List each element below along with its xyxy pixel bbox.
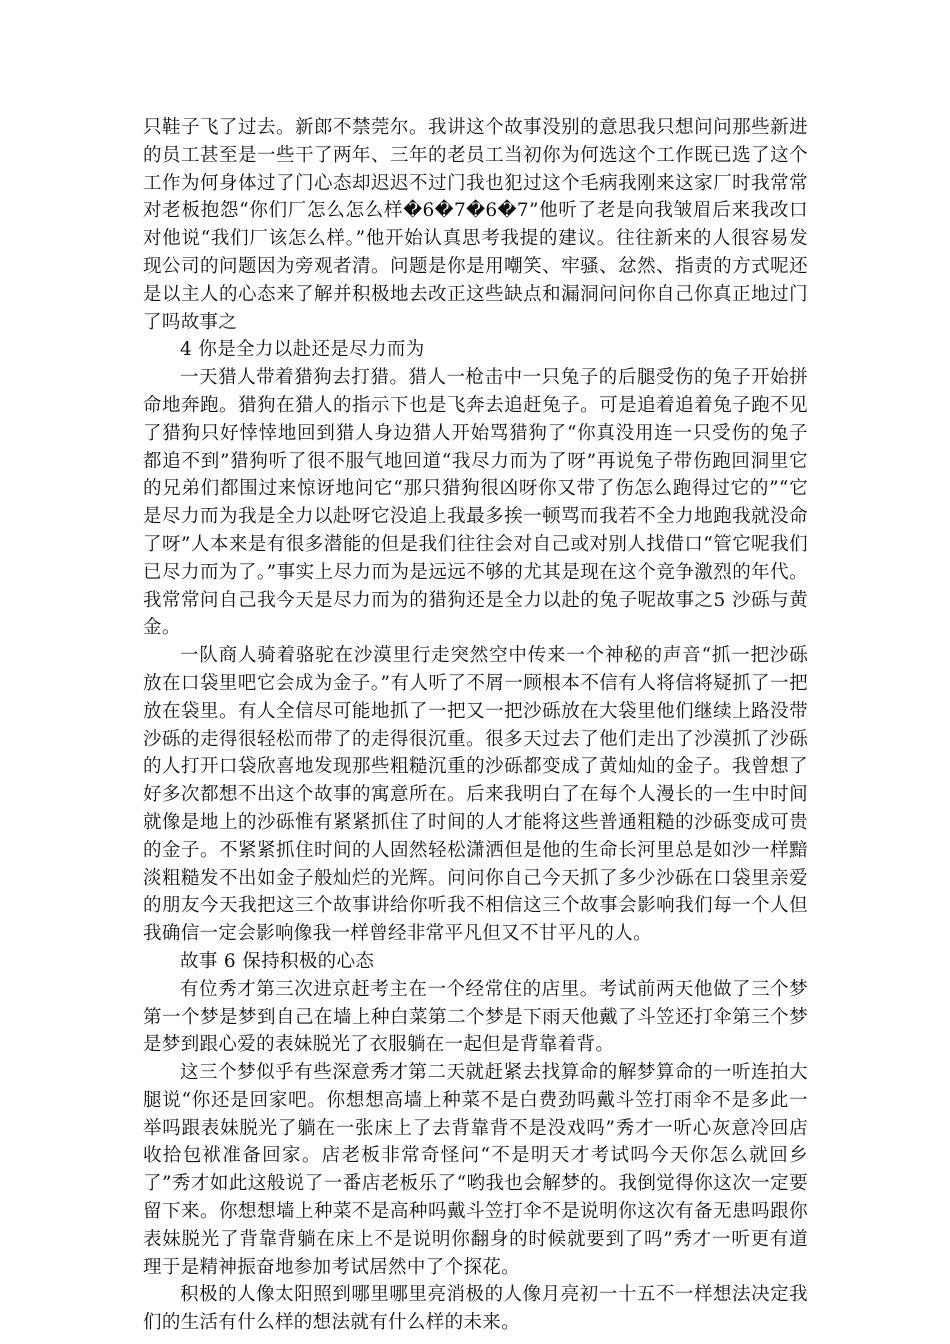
paragraph-continuation: 只鞋子飞了过去。新郎不禁莞尔。我讲这个故事没别的意思我只想问问那些新进的员工甚至是一些干了两年、三年的老员工当初你为何选这个工作既已选了这个工作为何身体过了门心态却迟迟不过门我也犯过这个毛病我刚来这家厂时我常常对老板抱怨“你们厂怎么怎么样�6�7�6�7”他听了老是向我皱眉后来我改口对他说“我们厂该怎么样。”他开始认真思考我提的建议。往往新来的人很容易发现公司的问题因为旁观者清。问题是你是用嘲笑、牢骚、忿然、指责的方式呢还是以主人的心态来了解并积极地去改正这些缺点和漏洞问问你自己你真正地过门了吗故事之 <box>143 117 808 333</box>
paragraph-dream-interpretation: 这三个梦似乎有些深意秀才第二天就赶紧去找算命的解梦算命的一听连拍大腿说“你还是回家吧。你想想高墙上种菜不是白费劲吗戴斗笠打雨伞不是多此一举吗跟表妹脱光了躺在一张床上了去背靠背不是没戏吗”秀才一听心灰意冷回店收拾包袱准备回家。店老板非常奇怪问“不是明天才考试吗今天你怎么就回乡了”秀才如此这般说了一番店老板乐了“哟我也会解梦的。我倒觉得你这次一定要留下来。你想想墙上种菜不是高种吗戴斗笠打伞不是说明你这次有备无患吗跟你表妹脱光了背靠背躺在床上不是说明你翻身的时候就要到了吗”秀才一听更有道理于是精神振奋地参加考试居然中了个探花。 <box>143 1062 808 1278</box>
story-6-heading: 故事 6 保持积极的心态 <box>180 950 375 972</box>
story-4-heading: 4 你是全力以赴还是尽力而为 <box>180 339 425 361</box>
paragraph-conclusion: 积极的人像太阳照到哪里哪里亮消极的人像月亮初一十五不一样想法决定我们的生活有什么样的想法就有什么样的未来。 <box>143 1284 808 1334</box>
paragraph-hunter-story: 一天猎人带着猎狗去打猎。猎人一枪击中一只兔子的后腿受伤的兔子开始拼命地奔跑。猎狗在猎人的指示下也是飞奔去追赶兔子。可是追着追着兔子跑不见了猎狗只好悻悻地回到猎人身边猎人开始骂猎狗了“你真没用连一只受伤的兔子都追不到”猎狗听了很不服气地回道“我尽力而为了呀”再说兔子带伤跑回洞里它的兄弟们都围过来惊讶地问它“那只猎狗很凶呀你又带了伤怎么跑得过它的”“它是尽力而为我是全力以赴呀它没追上我最多挨一顿骂而我若不全力地跑我就没命了呀”人本来是有很多潜能的但是我们往往会对自己或对别人找借口“管它呢我们已尽力而为了。”事实上尽力而为是远远不够的尤其是现在这个竞争激烈的年代。我常常问自己我今天是尽力而为的猎狗还是全力以赴的兔子呢故事之5 沙砾与黄金。 <box>143 367 808 639</box>
paragraph-scholar-dreams: 有位秀才第三次进京赶考主在一个经常住的店里。考试前两天他做了三个梦第一个梦是梦到自己在墙上种白菜第二个梦是下雨天他戴了斗笠还打伞第三个梦是梦到跟心爱的表妹脱光了衣服躺在一起但是背靠着背。 <box>143 978 808 1056</box>
document-body <box>143 114 808 1337</box>
paragraph-sand-gold-story: 一队商人骑着骆驼在沙漠里行走突然空中传来一个神秘的声音“抓一把沙砾放在口袋里吧它会成为金子。”有人听了不屑一顾根本不信有人将信将疑抓了一把放在袋里。有人全信尽可能地抓了一把又一把沙砾放在大袋里他们继续上路没带沙砾的走得很轻松而带了的走得很沉重。很多天过去了他们走出了沙漠抓了沙砾的人打开口袋欣喜地发现那些粗糙沉重的沙砾都变成了黄灿灿的金子。我曾想了好多次都想不出这个故事的寓意所在。后来我明白了在每个人漫长的一生中时间就像是地上的沙砾惟有紧紧抓住了时间的人才能将这些普通粗糙的沙砾变成可贵的金子。不紧紧抓住时间的人固然轻松潇洒但是他的生命长河里总是如沙一样黯淡粗糙发不出如金子般灿烂的光辉。问问你自己今天抓了多少沙砾在口袋里亲爱的朋友今天我把这三个故事讲给你听我不相信这三个故事会影响我们每一个人但我确信一定会影响像我一样曾经非常平凡但又不甘平凡的人。 <box>143 645 808 945</box>
